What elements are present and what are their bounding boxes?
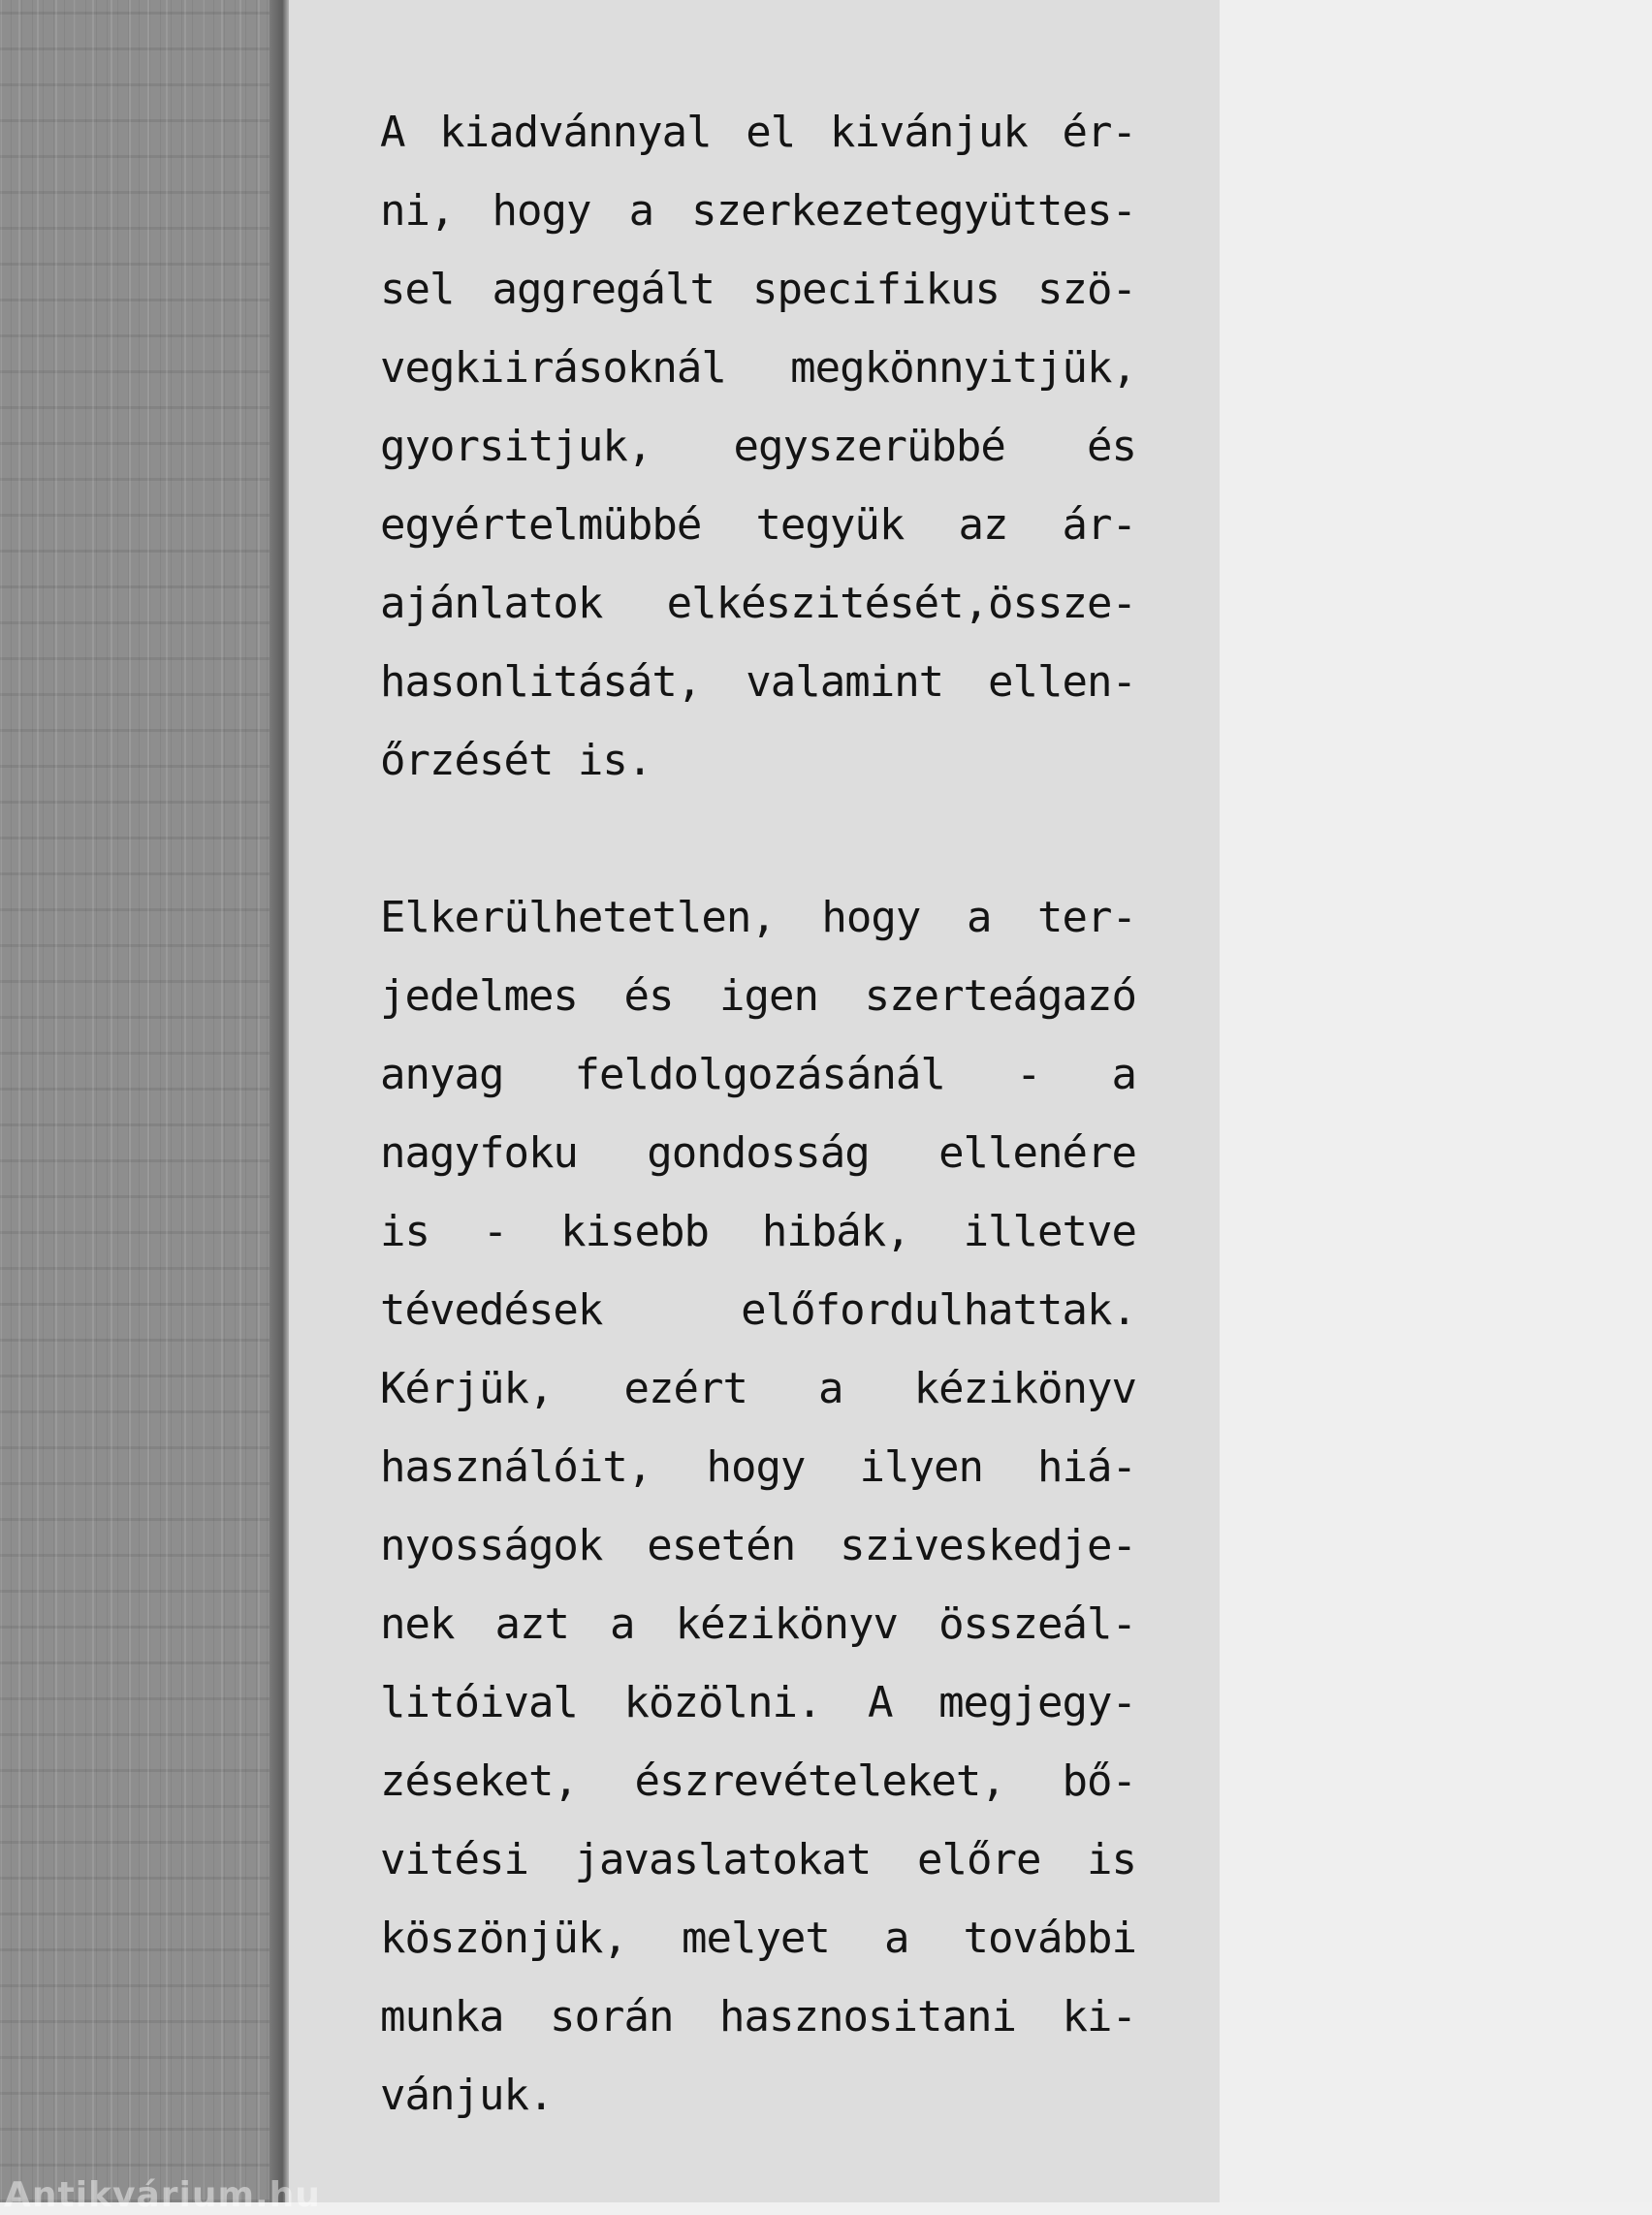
text-line: Kérjük, ezért a kézikönyv <box>380 1364 1136 1413</box>
text-line: gyorsitjuk, egyszerübbé és <box>380 422 1136 471</box>
text-line: hasonlitását, valamint ellen- <box>380 657 1136 707</box>
text-line: A kiadvánnyal el kivánjuk ér- <box>380 108 1136 157</box>
text-line: vánjuk. <box>380 2071 554 2120</box>
text-line: nagyfoku gondosság ellenére <box>380 1128 1136 1178</box>
text-line: Elkerülhetetlen, hogy a ter- <box>380 893 1136 942</box>
text-line: anyag feldolgozásánál - a <box>380 1050 1136 1099</box>
text-line: ni, hogy a szerkezetegyüttes- <box>380 186 1136 236</box>
text-line: egyértelmübbé tegyük az ár- <box>380 500 1136 550</box>
facing-page <box>1220 0 1652 2202</box>
text-line: zéseket, észrevételeket, bő- <box>380 1756 1136 1806</box>
wooden-background <box>0 0 283 2202</box>
document-text <box>380 93 1136 2135</box>
text-line: munka során hasznositani ki- <box>380 1992 1136 2041</box>
watermark: Antikvárium.hu <box>4 2175 321 2215</box>
page-edge-shadow <box>270 0 291 2202</box>
text-line: nek azt a kézikönyv összeál- <box>380 1599 1136 1649</box>
text-line: sel aggregált specifikus szö- <box>380 265 1136 314</box>
text-line: nyosságok esetén sziveskedje- <box>380 1521 1136 1570</box>
text-line: is - kisebb hibák, illetve <box>380 1207 1136 1256</box>
text-line: használóit, hogy ilyen hiá- <box>380 1442 1136 1492</box>
text-line: jedelmes és igen szerteágazó <box>380 971 1136 1021</box>
text-line: őrzését is. <box>380 736 652 785</box>
text-line: vitési javaslatokat előre is <box>380 1835 1136 1884</box>
paragraph-1 <box>380 93 1136 800</box>
text-line: tévedések előfordulhattak. <box>380 1285 1136 1335</box>
text-line: litóival közölni. A megjegy- <box>380 1678 1136 1727</box>
text-line: vegkiirásoknál megkönnyitjük, <box>380 343 1136 393</box>
text-line: köszönjük, melyet a további <box>380 1914 1136 1963</box>
text-line: ajánlatok elkészitését,össze- <box>380 579 1136 628</box>
paragraph-2 <box>380 878 1136 2135</box>
